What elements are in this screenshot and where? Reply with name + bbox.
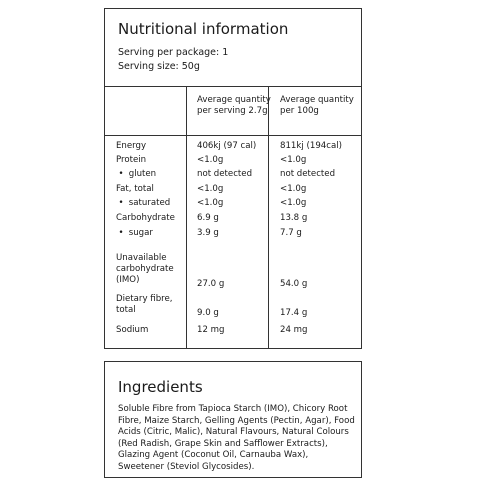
bullet-icon: • bbox=[118, 228, 124, 238]
row-label-sub bbox=[116, 198, 170, 209]
serving-per-package: Serving per package: 1 bbox=[118, 47, 229, 58]
row-label: Carbohydrate bbox=[116, 213, 175, 223]
ingredients-title: Ingredients bbox=[118, 378, 203, 396]
value-per-serving: 12 mg bbox=[197, 325, 225, 335]
value-per-serving: 3.9 g bbox=[197, 228, 219, 238]
bullet-icon: • bbox=[118, 198, 124, 208]
value-per-100g: <1.0g bbox=[280, 184, 307, 194]
value-per-100g: not detected bbox=[280, 169, 336, 179]
ingredients-text: Soluble Fibre from Tapioca Starch (IMO), Chicory Root Fibre, Maize Starch, Gelling Agents (Pectin, Agar), Food Acids (Citric, Malic), Natural Flavours, Natural Colours (Red Radish, Grape Skin and Safflower Extracts), Glazing Agent (Coconut Oil, Carnauba Wax), Sweetener (Steviol Glycosides). bbox=[118, 404, 355, 472]
nutrition-title: Nutritional information bbox=[118, 20, 289, 38]
row-label: Sodium bbox=[116, 325, 149, 335]
value-per-100g: 7.7 g bbox=[280, 228, 302, 238]
nutrition-header bbox=[105, 9, 361, 87]
value-per-serving: 406kj (97 cal) bbox=[197, 141, 257, 151]
value-per-100g: 24 mg bbox=[280, 325, 308, 335]
row-label-sub bbox=[116, 169, 156, 180]
value-per-serving: not detected bbox=[197, 169, 253, 179]
serving-size: Serving size: 50g bbox=[118, 61, 200, 72]
value-per-serving: <1.0g bbox=[197, 155, 224, 165]
value-per-100g: <1.0g bbox=[280, 155, 307, 165]
column-header-per-serving: Average quantity per serving 2.7g bbox=[197, 95, 271, 116]
row-label: Fat, total bbox=[116, 184, 154, 194]
value-per-serving: 27.0 g bbox=[197, 279, 225, 289]
row-label: sugar bbox=[128, 228, 153, 238]
row-label: Dietary fibre, total bbox=[116, 294, 173, 315]
value-per-serving: 6.9 g bbox=[197, 213, 219, 223]
value-per-serving: <1.0g bbox=[197, 184, 224, 194]
row-label-sub bbox=[116, 228, 153, 239]
row-label: saturated bbox=[128, 198, 171, 208]
nutrition-panel bbox=[104, 8, 362, 349]
value-per-serving: <1.0g bbox=[197, 198, 224, 208]
row-label: Energy bbox=[116, 141, 147, 151]
column-header-per-100g: Average quantity per 100g bbox=[280, 95, 354, 116]
value-per-serving: 9.0 g bbox=[197, 308, 219, 318]
table-header-divider bbox=[105, 135, 361, 136]
row-label: Unavailable carbohydrate (IMO) bbox=[116, 253, 174, 285]
row-label: gluten bbox=[128, 169, 157, 179]
bullet-icon: • bbox=[118, 169, 124, 179]
value-per-100g: 54.0 g bbox=[280, 279, 308, 289]
value-per-100g: 811kj (194cal) bbox=[280, 141, 342, 151]
value-per-100g: 13.8 g bbox=[280, 213, 308, 223]
ingredients-panel bbox=[104, 361, 362, 478]
row-label: Protein bbox=[116, 155, 147, 165]
column-divider bbox=[268, 86, 269, 349]
value-per-100g: 17.4 g bbox=[280, 308, 308, 318]
value-per-100g: <1.0g bbox=[280, 198, 307, 208]
column-divider bbox=[186, 86, 187, 349]
